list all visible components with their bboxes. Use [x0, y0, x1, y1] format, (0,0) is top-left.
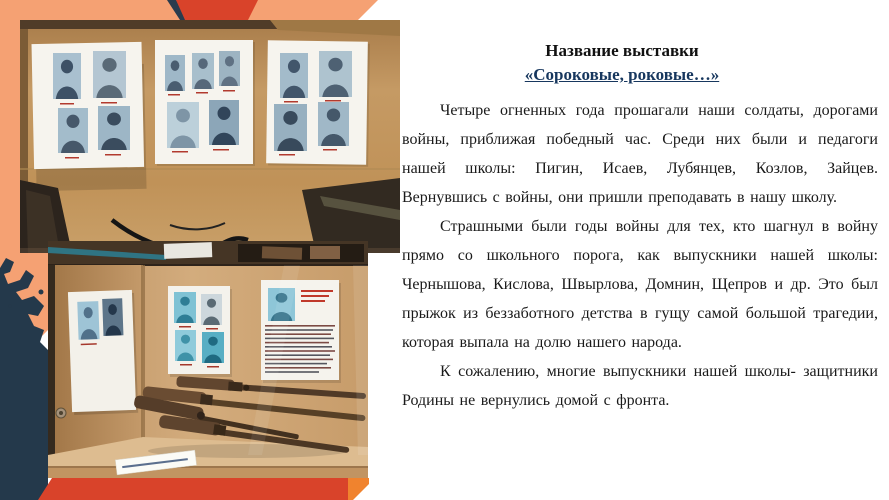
page-title: Название выставки — [545, 41, 699, 60]
lock-fitting — [56, 408, 66, 418]
body-paragraph-3: К сожалению, многие выпускники нашей школы- защитники Родины не вернулись домой с фронта. — [402, 363, 878, 409]
map-island-dot — [39, 290, 44, 295]
body-paragraph-1: Четыре огненных года прошагали наши солдаты, дорогами войны, приближая победный час. Среди них были и педагоги нашей школы: Пигин, Исаев, Лубянцев, Козлов, Зайцев. Вернувшись с войны, они пришли преподавать в нашу школу. — [402, 102, 878, 206]
exhibition-title: «Сороковые, роковые…» — [524, 65, 720, 84]
upper-shelf-band — [48, 241, 368, 266]
exhibit-photo-portraits — [20, 20, 400, 253]
red-triangle-shape — [176, 0, 258, 20]
map-island-dot — [8, 304, 12, 308]
exhibit-photo-rifles — [48, 241, 368, 478]
portrait-sheet — [168, 286, 232, 377]
slide-text-block — [402, 40, 878, 415]
orange-bottom-piece — [348, 478, 369, 500]
portrait-sheet — [68, 290, 138, 415]
red-bottom-bar — [38, 478, 348, 500]
body-paragraph-2: Страшными были годы войны для тех, кто шагнул в войну прямо со школьного порога, как выпускники нашей школы: Чернышова, Кислова, Швырлова, Домнин, Щепров и др. Это был прыжок из беззаботного детства в гущу самой большой трагедии, которая выпала на долю нашего народа. — [402, 218, 878, 351]
